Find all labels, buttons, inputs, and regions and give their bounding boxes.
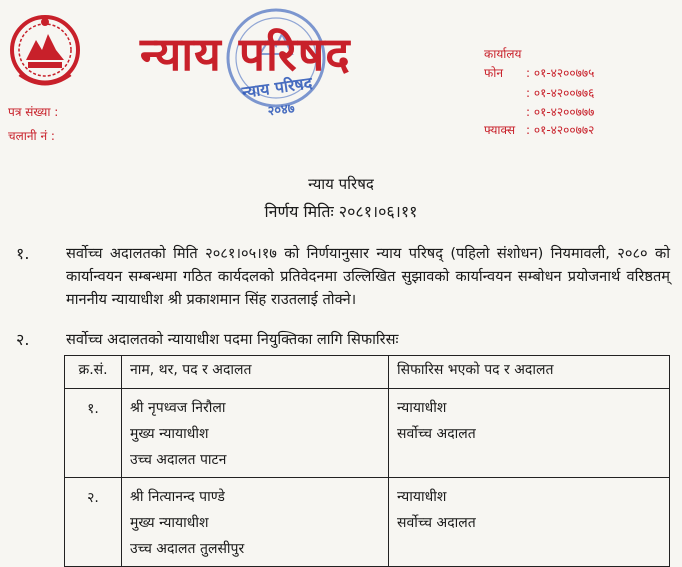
decision-text: सर्वोच्च अदालतको मिति २०८१।०५।१७ को निर्णयानुसार न्याय परिषद् (पहिलो संशोधन) नियमावली, २०८० को कार्यान्वयन सम्बन्धमा गठित कार्यदलको प्रतिवेदनमा उल्लिखित सुझावको कार्यान्वयन सम्बोधन प्रयोजनार्थ वरिष्ठतम् माननीय न्यायाधीश श्री प्रकाशमान सिंह राउतलाई तोक्ने। [66, 245, 670, 308]
nominee-post: मुख्य न्यायाधीश [130, 426, 209, 442]
dispatch-number-label: चलानी नं : [8, 129, 55, 143]
decision-item [16, 242, 670, 311]
fax-label: फ्याक्स [484, 123, 516, 137]
recommendation-cell [389, 389, 670, 478]
row-sn: १. [65, 389, 122, 478]
seal-text: न्याय परिषद [240, 73, 314, 102]
letter-number-label: पत्र संख्या : [8, 105, 59, 119]
column-header-recommendation: सिफारिस भएको पद र अदालत [389, 356, 670, 389]
recommended-court: सर्वोच्च अदालत [397, 426, 476, 442]
recommended-post: न्यायाधीश [397, 400, 447, 416]
phone-number: : ०१-४२००७७७ [526, 105, 595, 119]
recommendation-cell [389, 478, 670, 567]
table-header-row [65, 356, 670, 389]
decision-item [16, 328, 670, 351]
nominee-name: श्री नृपध्वज निरौला [130, 400, 226, 416]
nominee-court: उच्च अदालत तुलसीपुर [130, 541, 245, 557]
recommended-court: सर्वोच्च अदालत [397, 515, 476, 531]
nominee-post: मुख्य न्यायाधीश [130, 515, 209, 531]
table-row [65, 389, 670, 478]
row-sn: २. [65, 478, 122, 567]
letterhead-title: न्याय परिषद [140, 27, 351, 81]
nominee-name: श्री नित्यानन्द पाण्डे [130, 489, 225, 505]
recommendation-table [64, 355, 670, 567]
nominee-court: उच्च अदालत पाटन [130, 452, 227, 468]
phone-number: : ०१-४२००७७५ [526, 66, 595, 80]
decision-text: सर्वोच्च अदालतको न्यायाधीश पदमा नियुक्तिका लागि सिफारिसः [66, 331, 399, 348]
recommended-post: न्यायाधीश [397, 489, 447, 505]
decision-date: निर्णय मितिः २०८१।०६।११ [264, 202, 418, 221]
decision-number: २. [16, 330, 30, 349]
nominee-cell [122, 478, 389, 567]
office-label: कार्यालय [484, 47, 522, 61]
column-header-name: नाम, थर, पद र अदालत [122, 356, 389, 389]
document-org: न्याय परिषद [308, 175, 374, 193]
decision-number: १. [16, 244, 30, 263]
phone-number: : ०१-४२००७७६ [526, 86, 595, 100]
seal-year: २०४७ [266, 101, 296, 120]
fax-number: : ०१-४२००७७२ [526, 123, 595, 137]
phone-label: फोन [484, 66, 504, 80]
table-row [65, 478, 670, 567]
nominee-cell [122, 389, 389, 478]
nepal-emblem-icon [6, 10, 84, 90]
column-header-sn: क्र.सं. [65, 356, 122, 389]
